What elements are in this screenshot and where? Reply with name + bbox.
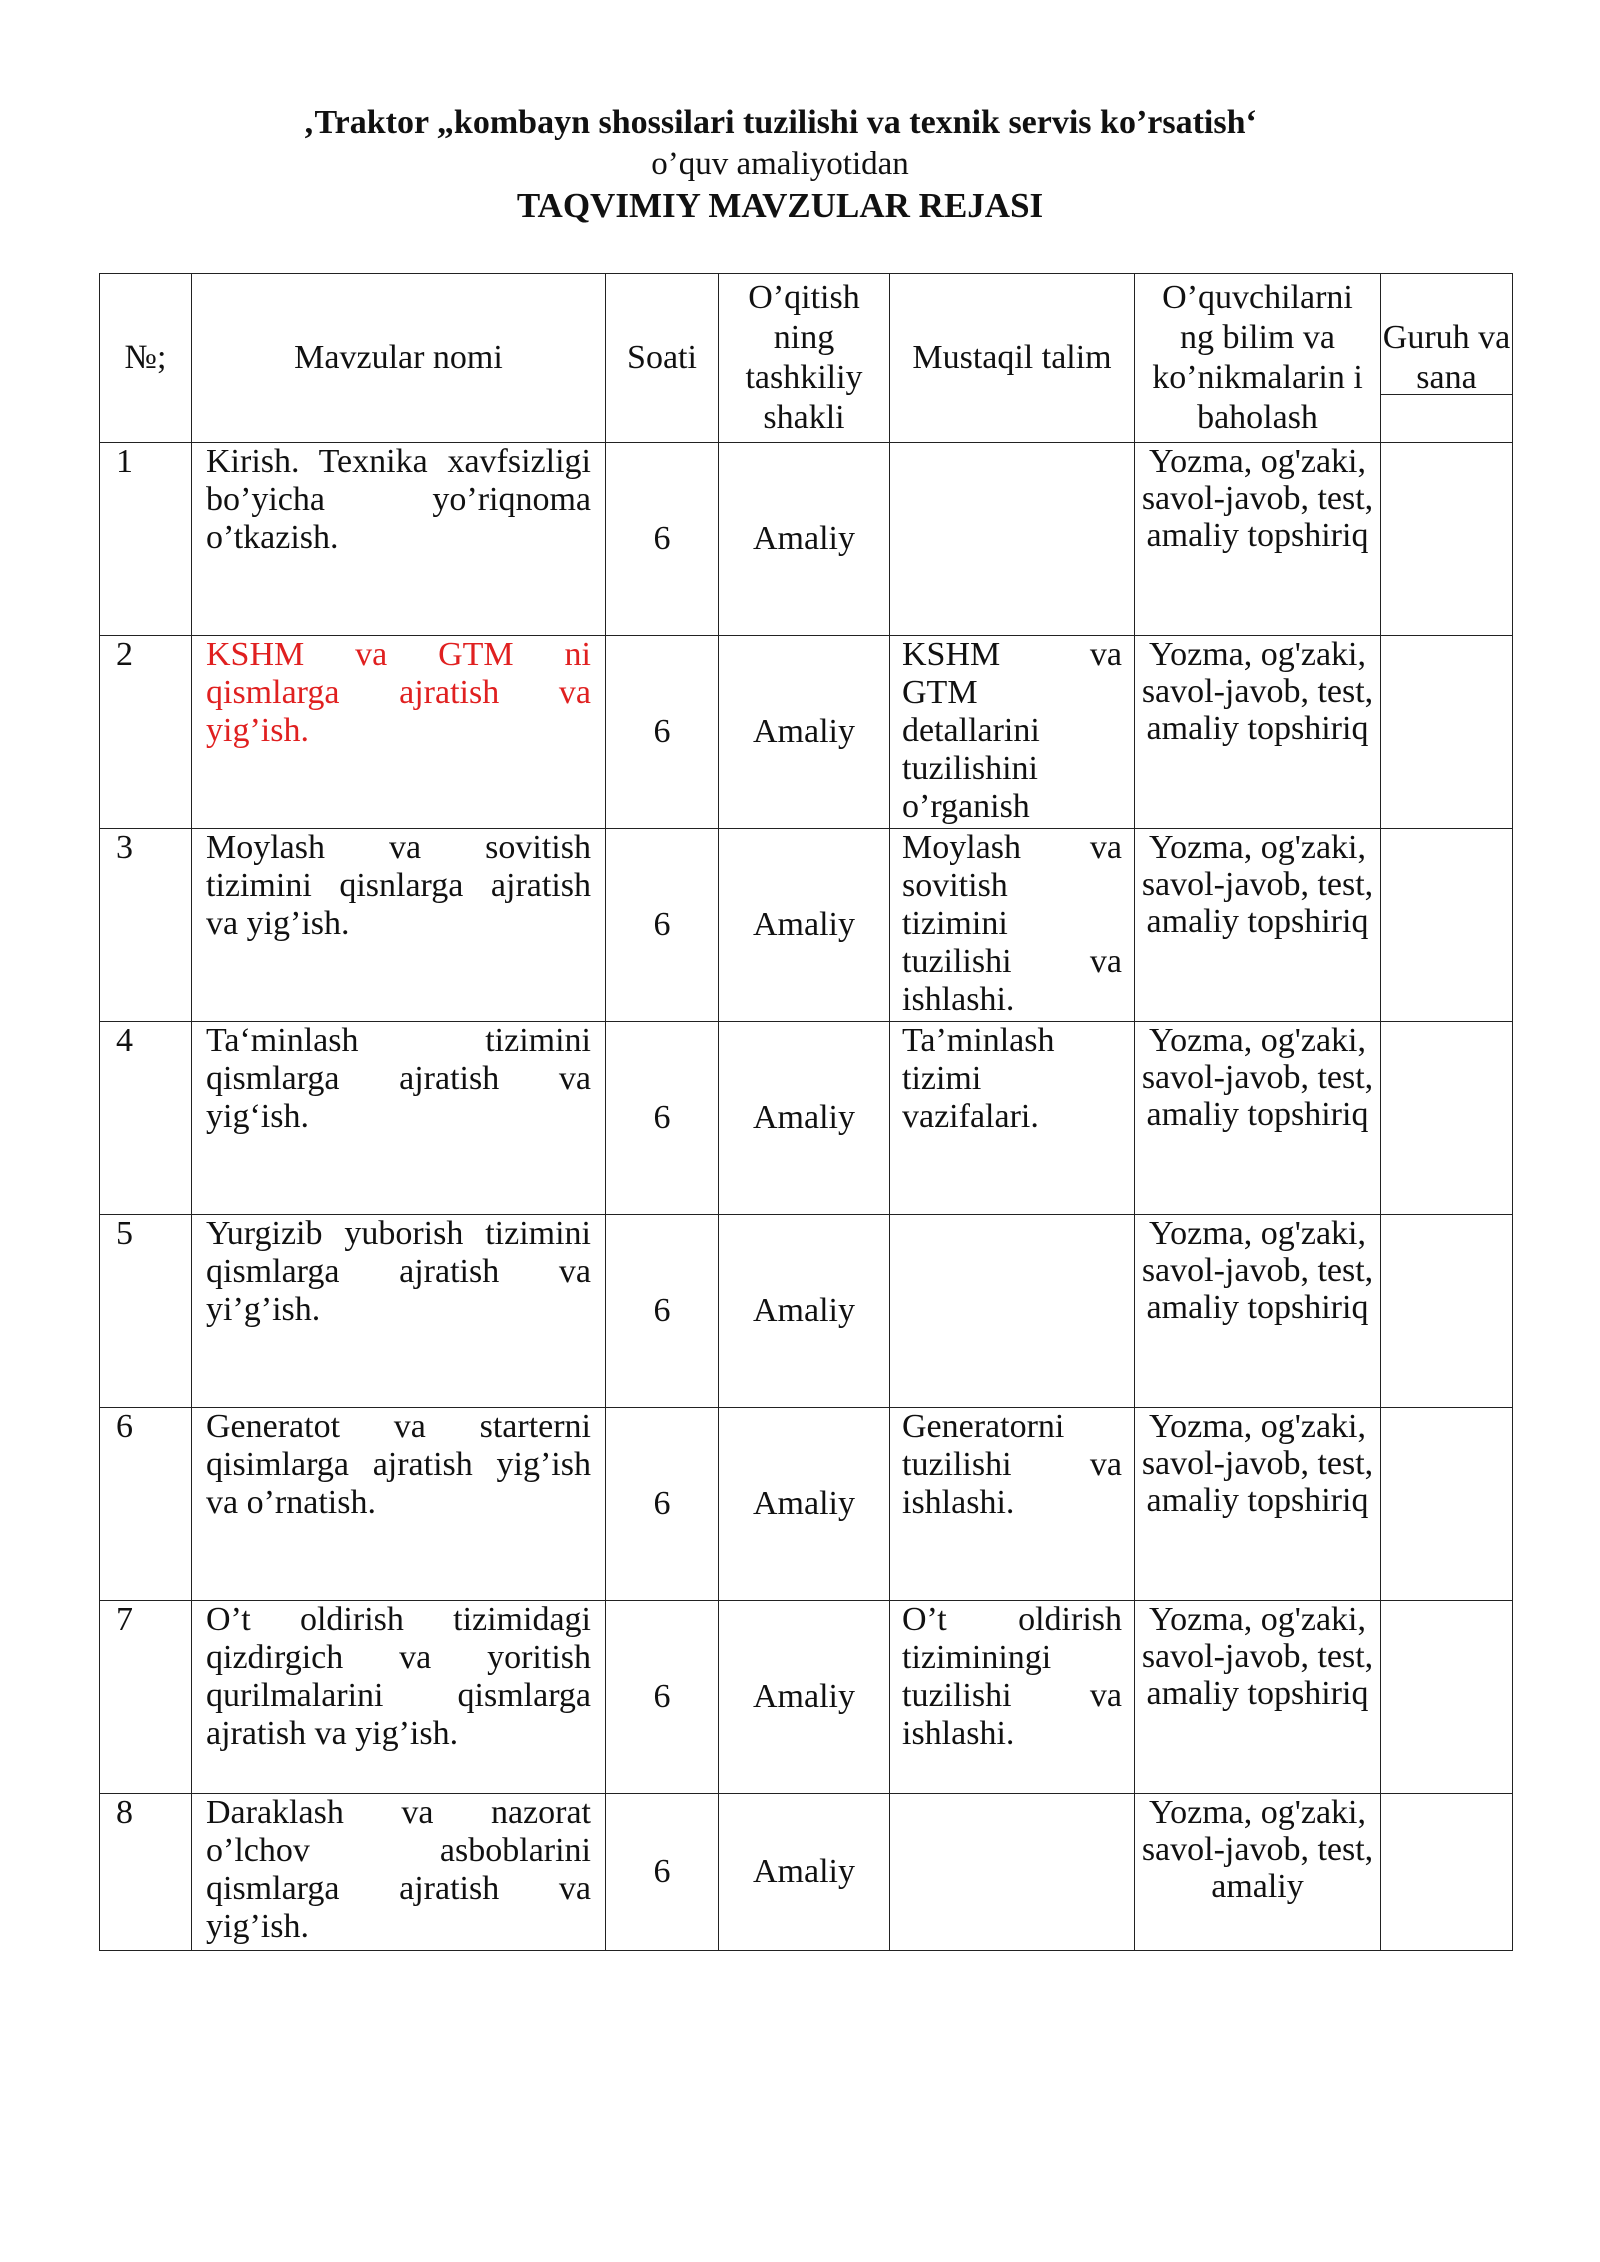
row-number: 3: [100, 829, 192, 1022]
document-title: ‚Traktor „kombayn shossilari tuzilishi va texnik servis ko’rsatish‘: [303, 104, 1257, 141]
header-assessment: O’quvchilarni ng bilim va ko’nikmalarin i baholash: [1135, 274, 1381, 443]
row-group: [1381, 636, 1513, 829]
table-row: [100, 1601, 1513, 1794]
row-assessment: Yozma, og'zaki, savol-javob, test, amaliy topshiriq: [1135, 636, 1381, 829]
table-row: [100, 829, 1513, 1022]
row-group: [1381, 1601, 1513, 1794]
row-number: 8: [100, 1794, 192, 1951]
table-row: [100, 1022, 1513, 1215]
row-group: [1381, 443, 1513, 636]
row-independent: [890, 1215, 1135, 1408]
row-group: [1381, 1794, 1513, 1951]
row-assessment: Yozma, og'zaki, savol-javob, test, amaliy topshiriq: [1135, 1601, 1381, 1794]
row-number: 6: [100, 1408, 192, 1601]
row-group: [1381, 1022, 1513, 1215]
row-topic: Daraklash va nazorat o’lchov asboblarini qismlarga ajratish va yig’ish.: [192, 1794, 606, 1951]
row-form: Amaliy: [719, 1215, 890, 1408]
row-hours: 6: [606, 829, 719, 1022]
row-topic: O’t oldirish tizimidagi qizdirgich va yoritish qurilmalarini qismlarga ajratish va yig’ish.: [192, 1601, 606, 1794]
lesson-plan-table: [99, 273, 1513, 1951]
row-hours: 6: [606, 1022, 719, 1215]
header-topic: Mavzular nomi: [192, 274, 606, 443]
row-topic: Moylash va sovitish tizimini qisnlarga ajratish va yig’ish.: [192, 829, 606, 1022]
table-row: [100, 636, 1513, 829]
row-independent: Generatorni tuzilishi va ishlashi.: [890, 1408, 1135, 1601]
row-assessment: Yozma, og'zaki, savol-javob, test, amaliy topshiriq: [1135, 1215, 1381, 1408]
table-row: [100, 1408, 1513, 1601]
row-assessment: Yozma, og'zaki, savol-javob, test, amaliy topshiriq: [1135, 1408, 1381, 1601]
row-assessment: Yozma, og'zaki, savol-javob, test, amaliy topshiriq: [1135, 829, 1381, 1022]
table-header-row: [100, 274, 1513, 443]
header-num: №;: [100, 274, 192, 443]
header-form: O’qitish ning tashkiliy shakli: [719, 274, 890, 443]
row-group: [1381, 829, 1513, 1022]
row-independent: O’t oldirish tiziminingi tuzilishi va ishlashi.: [890, 1601, 1135, 1794]
row-hours: 6: [606, 636, 719, 829]
row-topic: Kirish. Texnika xavfsizligi bo’yicha yo’riqnoma o’tkazish.: [192, 443, 606, 636]
row-assessment: Yozma, og'zaki, savol-javob, test, amaliy topshiriq: [1135, 1022, 1381, 1215]
row-hours: 6: [606, 1408, 719, 1601]
document-heading: TAQVIMIY MAVZULAR REJASI: [516, 186, 1044, 225]
row-form: Amaliy: [719, 1601, 890, 1794]
row-independent: [890, 1794, 1135, 1951]
row-hours: 6: [606, 443, 719, 636]
header-group: [1381, 274, 1513, 443]
row-number: 2: [100, 636, 192, 829]
header-independent: Mustaqil talim: [890, 274, 1135, 443]
row-form: Amaliy: [719, 1022, 890, 1215]
row-independent: Ta’minlash tizimi vazifalari.: [890, 1022, 1135, 1215]
table-row: [100, 1215, 1513, 1408]
table-row: [100, 443, 1513, 636]
row-assessment: Yozma, og'zaki, savol-javob, test, amaliy: [1135, 1794, 1381, 1951]
row-form: Amaliy: [719, 636, 890, 829]
header-hours: Soati: [606, 274, 719, 443]
row-group: [1381, 1215, 1513, 1408]
row-form: Amaliy: [719, 1794, 890, 1951]
row-form: Amaliy: [719, 1408, 890, 1601]
row-independent: Moylash va sovitish tizimini tuzilishi va ishlashi.: [890, 829, 1135, 1022]
row-hours: 6: [606, 1215, 719, 1408]
row-number: 7: [100, 1601, 192, 1794]
header-group-label: Guruh va sana: [1382, 319, 1511, 396]
row-number: 4: [100, 1022, 192, 1215]
row-form: Amaliy: [719, 829, 890, 1022]
row-number: 1: [100, 443, 192, 636]
row-group: [1381, 1408, 1513, 1601]
row-hours: 6: [606, 1601, 719, 1794]
row-topic: Generatot va starterni qisimlarga ajratish yig’ish va o’rnatish.: [192, 1408, 606, 1601]
row-independent: [890, 443, 1135, 636]
row-topic: Ta‘minlash tizimini qismlarga ajratish va yig‘ish.: [192, 1022, 606, 1215]
document-subtitle: o’quv amaliyotidan: [651, 146, 909, 182]
row-form: Amaliy: [719, 443, 890, 636]
row-topic: Yurgizib yuborish tizimini qismlarga ajratish va yi’g’ish.: [192, 1215, 606, 1408]
row-number: 5: [100, 1215, 192, 1408]
table-row: [100, 1794, 1513, 1951]
row-assessment: Yozma, og'zaki, savol-javob, test, amaliy topshiriq: [1135, 443, 1381, 636]
header-group-divider: [1381, 394, 1512, 395]
row-hours: 6: [606, 1794, 719, 1951]
row-topic: KSHM va GTM ni qismlarga ajratish va yig’ish.: [192, 636, 606, 829]
row-independent: KSHM va GTM detallarini tuzilishini o’rganish: [890, 636, 1135, 829]
